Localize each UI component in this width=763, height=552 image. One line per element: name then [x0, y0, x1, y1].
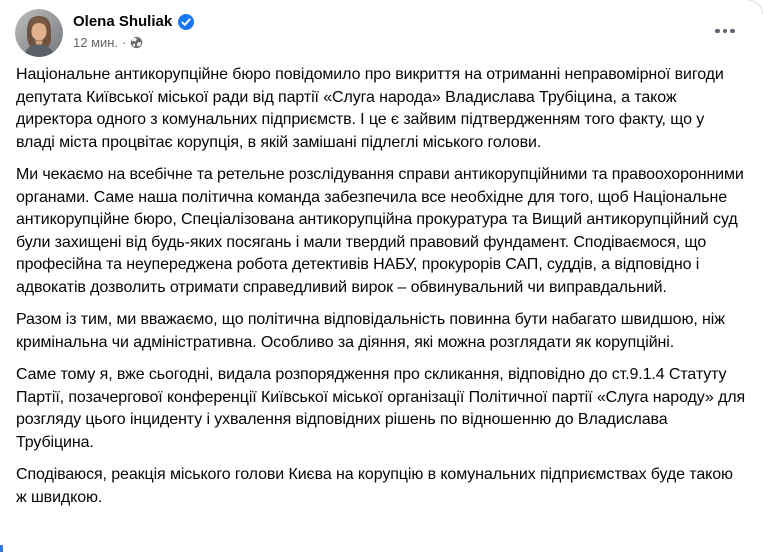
post-body [0, 64, 763, 509]
post-paragraph: Ми чекаємо на всебічне та ретельне розслідування справи антикорупційними та правоохоронними органами. Саме наша політична команда забезпечила все необхідне для того, щоб Національне антикорупційне бюро, Спеціалізована антикорупційна прокуратура та Вищий антикорупційний суд були захищені від будь-яких посягань і мали твердий правовий фундамент. Сподіваємося, що професійна та неупереджена робота детективів НАБУ, прокурорів САП, суддів, а відповідно і адвокатів дозволить отримати справедливий вирок – обвинувальний чи виправдальний. [16, 166, 744, 296]
post-paragraph: Разом із тим, ми вважаємо, що політична відповідальність повинна бути набагато швидшою, ніж кримінальна чи адміністративна. Особливо за діяння, які можна розглядати як корупційні. [16, 311, 725, 351]
post-paragraph: Сподіваюся, реакція міського голови Києва на корупцію в комунальних підприємствах буде такою ж швидкою. [16, 466, 733, 506]
post-meta-row [73, 34, 194, 51]
three-dots-icon [715, 29, 720, 34]
avatar[interactable] [15, 9, 63, 57]
post-header-meta [73, 9, 194, 51]
three-dots-icon [723, 29, 728, 34]
timestamp[interactable]: 12 мин. [73, 35, 119, 50]
post-paragraph: Національне антикорупційне бюро повідомило про викриття на отриманні неправомірної вигоди депутата Київської міської ради від партії «Слуга народа» Владислава Трубіцина, а також директора одного з комунальних підприємств. І це є зайвим підтвердженням того факту, що у владі міста процвітає корупція, в якій замішані підлеглі міського голови. [16, 66, 724, 151]
post-menu-button[interactable] [709, 20, 741, 42]
meta-separator: · [122, 35, 127, 50]
post-paragraph: Саме тому я, вже сьогодні, видала розпорядження про скликання, відповідно до ст.9.1.4 Статуту Партії, позачергової конференції Київської міської організації Політичної партії «Слуга народу» для розгляду цього інциденту і ухвалення відповідних рішень по відношенню до Владислава Трубіцина. [16, 366, 746, 451]
three-dots-icon [730, 29, 735, 34]
globe-icon [130, 36, 143, 49]
author-name[interactable]: Olena Shuliak [73, 13, 173, 30]
verified-badge-icon [178, 14, 194, 30]
profile-photo [15, 9, 63, 57]
post-header [0, 0, 763, 57]
cut-off-element [0, 545, 3, 552]
